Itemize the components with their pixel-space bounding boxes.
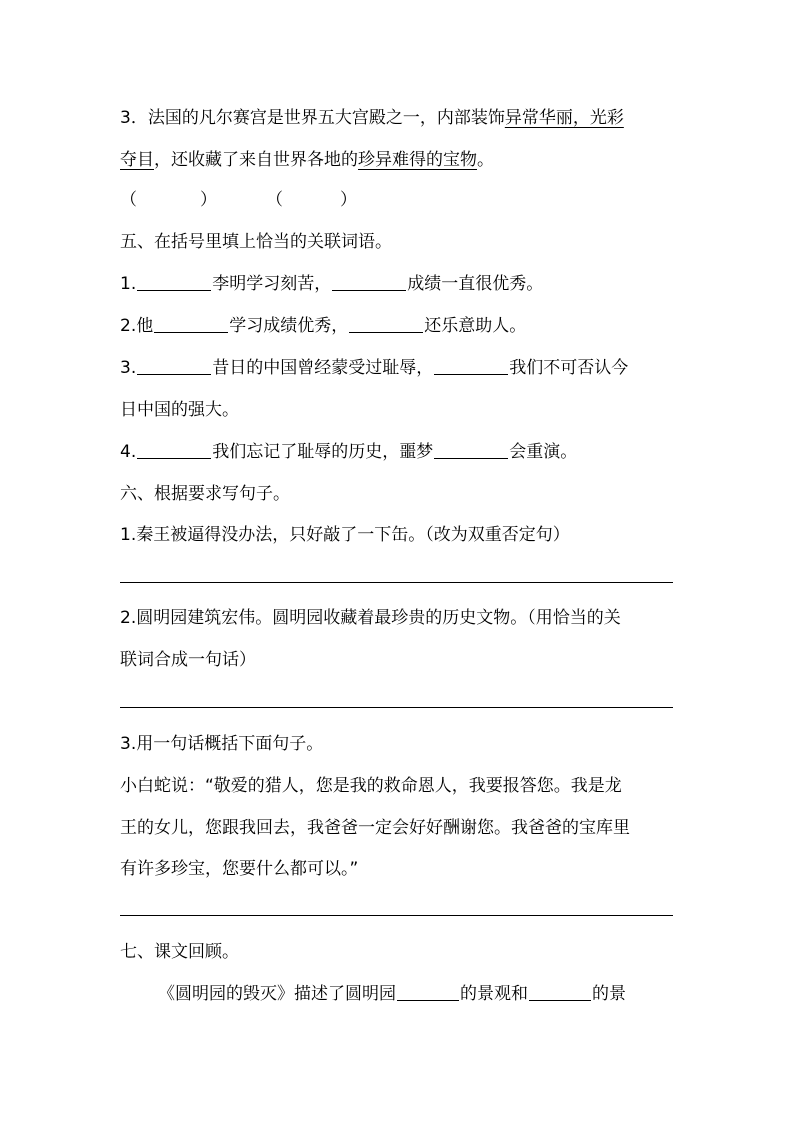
q3-line1 bbox=[120, 106, 624, 130]
q3-line2 bbox=[120, 148, 494, 172]
blank-field[interactable] bbox=[137, 274, 211, 291]
answer-paren-1-close: ） bbox=[200, 190, 217, 210]
underlined-phrase-1: 异常华丽，光彩 bbox=[504, 108, 624, 128]
answer-paren-1-open: （ bbox=[120, 190, 137, 210]
item-text: 《圆明园的毁灭》描述了圆明园 bbox=[158, 984, 396, 1004]
blank-field[interactable] bbox=[137, 358, 211, 375]
blank-field[interactable] bbox=[434, 442, 508, 459]
blank-field[interactable] bbox=[397, 984, 459, 1001]
s6-item-3: 3.用一句话概括下面句子。 bbox=[120, 734, 324, 754]
blank-field[interactable] bbox=[349, 316, 423, 333]
blank-field[interactable] bbox=[434, 358, 508, 375]
underlined-phrase-2: 珍异难得的宝物 bbox=[358, 150, 477, 170]
item-text: 的景观和 bbox=[460, 984, 528, 1004]
s6-item-3-para-2: 王的女儿，您跟我回去，我爸爸一定会好好酬谢您。我爸爸的宝库里 bbox=[120, 818, 630, 838]
item-text: 李明学习刻苦， bbox=[212, 274, 332, 294]
item-text: 会重演。 bbox=[509, 442, 578, 462]
item-text: 的景 bbox=[592, 984, 626, 1004]
q3-text: 3．法国的凡尔赛宫是世界五大宫殿之一，内部装饰 bbox=[120, 108, 505, 128]
item-number: 3. bbox=[120, 358, 137, 378]
underlined-phrase-1-cont: 夺目 bbox=[120, 150, 154, 170]
item-text: 2.他 bbox=[120, 316, 154, 336]
s5-item-1 bbox=[120, 272, 543, 296]
q3-period: 。 bbox=[477, 150, 494, 170]
blank-field[interactable] bbox=[529, 984, 591, 1001]
answer-paren-2-open: （ bbox=[266, 190, 283, 210]
s7-item bbox=[158, 982, 626, 1006]
item-text: 我们不可否认今 bbox=[509, 358, 629, 378]
blank-field[interactable] bbox=[154, 316, 228, 333]
blank-field[interactable] bbox=[332, 274, 406, 291]
item-text: 昔日的中国曾经蒙受过耻辱， bbox=[212, 358, 434, 378]
section-7-title: 七、课文回顾。 bbox=[120, 942, 239, 962]
s6-item-2: 2.圆明园建筑宏伟。圆明园收藏着最珍贵的历史文物。（用恰当的关 bbox=[120, 608, 621, 628]
item-number: 4. bbox=[120, 442, 137, 462]
s5-item-2 bbox=[120, 314, 526, 338]
section-5-title: 五、在括号里填上恰当的关联词语。 bbox=[120, 232, 392, 252]
item-number: 1. bbox=[120, 274, 137, 294]
item-text: 我们忘记了耻辱的历史，噩梦 bbox=[212, 442, 434, 462]
section-6-title: 六、根据要求写句子。 bbox=[120, 484, 290, 504]
s6-item-2-cont: 联词合成一句话） bbox=[120, 650, 256, 670]
s6-item-3-para-1: 小白蛇说：“敬爱的猎人，您是我的救命恩人，我要报答您。我是龙 bbox=[120, 776, 622, 796]
item-text: 还乐意助人。 bbox=[424, 316, 527, 336]
blank-field[interactable] bbox=[137, 442, 211, 459]
item-text: 学习成绩优秀， bbox=[229, 316, 349, 336]
s5-item-3 bbox=[120, 356, 628, 380]
q3-text-2: ，还收藏了来自世界各地的 bbox=[154, 150, 358, 170]
s6-item-1: 1.秦王被逼得没办法，只好敲了一下缶。（改为双重否定句） bbox=[120, 525, 570, 545]
answer-line-2[interactable] bbox=[120, 707, 673, 708]
s5-item-4 bbox=[120, 440, 577, 464]
answer-line-3[interactable] bbox=[120, 915, 673, 916]
answer-paren-2-close: ） bbox=[340, 190, 357, 210]
item-text: 成绩一直很优秀。 bbox=[407, 274, 544, 294]
s5-item-3-cont: 日中国的强大。 bbox=[120, 400, 239, 420]
answer-line-1[interactable] bbox=[120, 582, 673, 583]
s6-item-3-para-3: 有许多珍宝，您要什么都可以。” bbox=[120, 859, 359, 879]
